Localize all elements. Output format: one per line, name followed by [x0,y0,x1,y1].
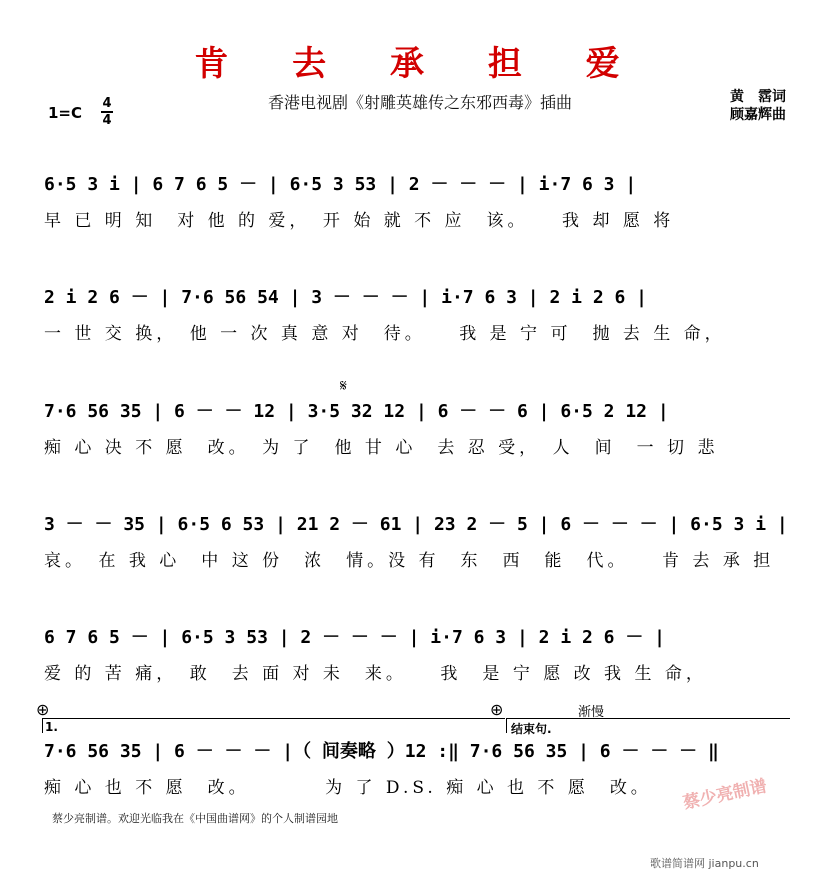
notation-line: 7·6 56 35 | 6 － － － |（ 间奏略 ）12 :‖ 7·6 56 35 | 6 － － － ‖ [44,741,719,762]
coda-mark-2: ⊕ [490,700,504,719]
site-watermark: 歌谱简谱网 jianpu.cn [650,857,759,870]
time-signature-top: 4 [102,96,112,111]
ending-phrase-label: 结束句. [511,722,552,736]
time-signature [100,96,114,128]
composer: 顾嘉辉曲 [730,107,786,123]
lyrics-line: 一 世 交 换， 他 一 次 真 意 对 待。 我 是 宁 可 抛 去 生 命， [44,324,726,344]
notation-line: 2 i 2 6 － | 7·6 56 54 | 3 － － － | i·7 6 3 | 2 i 2 6 | [44,287,648,308]
score-row-5 [0,623,840,683]
song-title: 肯 去 承 担 爱 [194,44,646,84]
lyrics-line: 哀。 在 我 心 中 这 份 浓 情。没 有 东 西 能 代。 肯 去 承 担 [44,551,775,571]
watermark: 蔡少亮制谱 [681,776,769,814]
lyricist: 黄 霑词 [730,89,786,105]
score-row-3 [0,397,840,457]
score-row-1 [0,170,840,230]
first-ending-bracket [42,718,505,733]
notation-line: 6 7 6 5 － | 6·5 3 53 | 2 － － － | i·7 6 3 | 2 i 2 6 － | [44,627,666,648]
lyrics-line: 痴 心 决 不 愿 改。 为 了 他 甘 心 去 忍 受， 人 间 一 切 悲 [44,438,719,458]
tempo-mark: 渐慢 [578,705,605,720]
lyrics-line: 爱 的 苦 痛， 敢 去 面 对 未 来。 我 是 宁 愿 改 我 生 命， [44,664,707,684]
key-signature: 1=C [48,104,83,122]
first-ending-label: 1. [45,720,58,734]
lyrics-line: 早 已 明 知 对 他 的 爱， 开 始 就 不 应 该。 我 却 愿 将 [44,211,675,231]
lyrics-line: 痴 心 也 不 愿 改。 为 了 D.S. 痴 心 也 不 愿 改。 [44,778,652,798]
time-signature-bottom: 4 [102,113,112,128]
notation-line: 7·6 56 35 | 6 － － 12 | 3·5 32 12 | 6 － － 6 | 6·5 2 12 | [44,401,669,422]
notation-line: 3 － － 35 | 6·5 6 53 | 21 2 － 61 | 23 2 － 5 | 6 － － － | 6·5 3 i | [44,514,788,535]
score-row-4 [0,510,840,570]
footer-note: 蔡少亮制谱。欢迎光临我在《中国曲谱网》的个人制谱园地 [52,812,338,825]
coda-mark: ⊕ [36,700,50,719]
notation-line: 6·5 3 i | 6 7 6 5 － | 6·5 3 53 | 2 － － － | i·7 6 3 | [44,174,637,195]
song-subtitle: 香港电视剧《射雕英雄传之东邪西毒》插曲 [267,93,572,112]
ending-phrase-bracket [506,718,790,736]
segno-mark: 𝄋 [340,376,347,395]
score-row-2 [0,283,840,343]
credits [730,88,786,124]
